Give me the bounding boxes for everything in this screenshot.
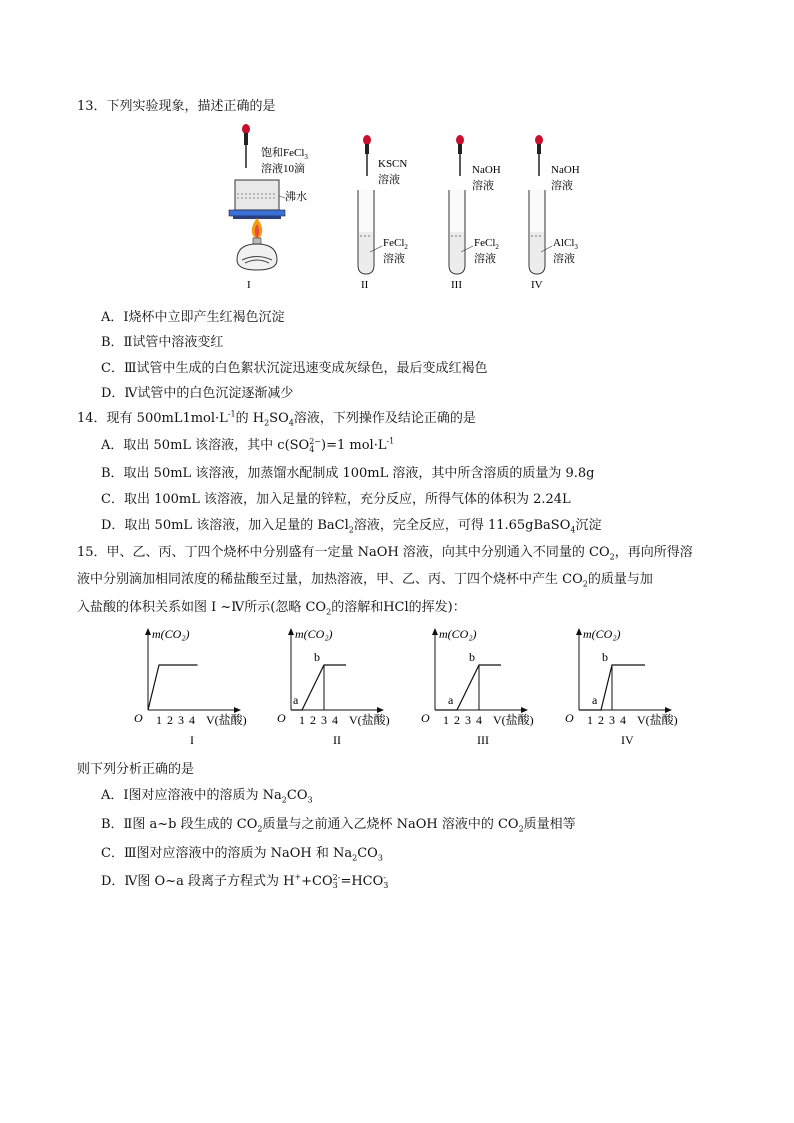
q14-option-d: D．取出 50mL 该溶液，加入足量的 BaCl$_2$溶液，完全反应，可得 11.65gBaSO$_4$沉淀 <box>101 518 602 535</box>
q15-stem-line2: 液中分别滴加相同浓度的稀盐酸至过量，加热溶液，甲、乙、丙、丁四个烧杯中产生 $CO_2$的质量与加 <box>77 572 653 589</box>
x-tick-label: 1 <box>299 713 305 727</box>
point-b-label: b <box>469 650 475 664</box>
q15-graphs <box>130 622 678 752</box>
y-axis-arrow-icon <box>145 628 151 635</box>
dropper-icon <box>456 135 464 176</box>
s4-sol: AlCl$_3$ <box>553 237 578 251</box>
q14-option-a: A．取出 50mL 该溶液，其中 c(SO 2− 4 )=1 $mol\cdot L^{-1}$ <box>101 436 395 454</box>
y-axis-arrow-icon <box>288 628 294 635</box>
point-a-label: a <box>592 693 598 707</box>
graph-roman-label: II <box>333 733 341 747</box>
q13-option-a: A．I烧杯中立即产生红褐色沉淀 <box>101 310 285 325</box>
test-tube-icon <box>529 190 545 274</box>
x-tick-label: 3 <box>321 713 327 727</box>
beaker-icon <box>235 180 279 210</box>
s4-drop-b: 溶液 <box>551 180 573 192</box>
origin-label: O <box>565 711 574 725</box>
x-axis-label: V(盐酸) <box>637 713 678 727</box>
wire-gauze-icon <box>229 210 285 219</box>
q15-then: 则下列分析正确的是 <box>77 762 195 777</box>
q13-option-d: D．Ⅳ试管中的白色沉淀逐渐减少 <box>101 386 294 401</box>
x-tick-label: 4 <box>476 713 482 727</box>
s1-water: 沸水 <box>285 191 307 203</box>
dropper-icon <box>535 135 543 176</box>
series-line <box>435 665 501 710</box>
point-a-label: a <box>293 693 299 707</box>
q15-option-d: D．Ⅳ图 O~a 段离子方程式为 H++CO 2- 3 =HCO - 3 <box>101 872 389 890</box>
x-tick-label: 4 <box>189 713 195 727</box>
graph-roman-label: III <box>477 733 489 747</box>
q15-option-a: A．Ⅰ图对应溶液中的溶质为 $Na_2CO_3$ <box>101 788 313 805</box>
q14-stem: 14．现有 $500mL1mol\cdot L^{-1}$的 $H_2SO_4$溶液，下列操作及结论正确的是 <box>77 409 476 428</box>
q15-option-b: B．Ⅱ图 a~b 段生成的 $CO_2$质量与之前通入乙烧杯 NaOH 溶液中的 $CO_2$质量相等 <box>101 817 576 834</box>
s3-roman: III <box>451 279 462 291</box>
s3-sol-b: 溶液 <box>474 253 496 265</box>
s3-drop-a: NaOH <box>472 164 501 176</box>
q14-option-b: B．取出 50mL 该溶液，加蒸馏水配制成 100mL 溶液，其中所含溶质的质量为 9.8g <box>101 466 595 481</box>
flame-icon <box>252 218 263 240</box>
y-axis-arrow-icon <box>576 628 582 635</box>
s2-drop-b: 溶液 <box>378 174 400 186</box>
graph-roman-label: IV <box>621 733 634 747</box>
point-a-label: a <box>448 693 454 707</box>
graph-roman-label: I <box>190 733 194 747</box>
point-b-label: b <box>314 650 320 664</box>
y-axis-label: m(CO₂) <box>152 627 190 641</box>
s2-sol: FeCl$_2$ <box>383 237 408 251</box>
q15-graphs-svg <box>130 622 678 752</box>
y-axis-arrow-icon <box>432 628 438 635</box>
series-line <box>291 665 346 710</box>
x-tick-label: 3 <box>178 713 184 727</box>
q15-option-c: C．Ⅲ图对应溶液中的溶质为 NaOH 和 $Na_2CO_3$ <box>101 846 383 863</box>
s4-drop-a: NaOH <box>551 164 580 176</box>
x-axis-label: V(盐酸) <box>349 713 390 727</box>
origin-label: O <box>277 711 286 725</box>
x-tick-label: 1 <box>587 713 593 727</box>
origin-label: O <box>421 711 430 725</box>
point-b-label: b <box>602 650 608 664</box>
s4-roman: IV <box>531 279 543 291</box>
s2-sol-b: 溶液 <box>383 253 405 265</box>
x-tick-label: 2 <box>454 713 460 727</box>
y-axis-label: m(CO₂) <box>439 627 477 641</box>
x-tick-label: 3 <box>609 713 615 727</box>
test-tube-icon <box>449 190 465 274</box>
x-tick-label: 2 <box>310 713 316 727</box>
x-tick-label: 4 <box>332 713 338 727</box>
x-tick-label: 1 <box>443 713 449 727</box>
x-tick-label: 3 <box>465 713 471 727</box>
q14-option-c: C．取出 100mL 该溶液，加入足量的锌粒，充分反应，所得气体的体积为 2.24L <box>101 492 571 507</box>
q15-stem-line1: 15．甲、乙、丙、丁四个烧杯中分别盛有一定量 NaOH 溶液，向其中分别通入不同量的 $CO_2$，再向所得溶 <box>77 545 693 562</box>
s4-sol-b: 溶液 <box>553 253 575 265</box>
s2-drop-a: KSCN <box>378 158 408 170</box>
x-tick-label: 2 <box>167 713 173 727</box>
x-axis-label: V(盐酸) <box>206 713 247 727</box>
dropper-icon <box>242 124 250 168</box>
x-tick-label: 4 <box>620 713 626 727</box>
y-axis-label: m(CO₂) <box>295 627 333 641</box>
q13-option-b: B．Ⅱ试管中溶液变红 <box>101 335 224 350</box>
x-tick-label: 2 <box>598 713 604 727</box>
s1-reagent-b: 溶液10滴 <box>261 163 305 175</box>
x-tick-label: 1 <box>156 713 162 727</box>
origin-label: O <box>134 711 143 725</box>
q15-stem-line3: 入盐酸的体积关系如图 I ~Ⅳ所示(忽略 $CO_2$的溶解和HCl的挥发)： <box>77 600 466 617</box>
y-axis-label: m(CO₂) <box>583 627 621 641</box>
test-tube-icon <box>358 190 374 274</box>
q13-option-c: C．Ⅲ试管中生成的白色絮状沉淀迅速变成灰绿色，最后变成红褐色 <box>101 361 488 376</box>
s3-drop-b: 溶液 <box>472 180 494 192</box>
s3-sol: FeCl$_2$ <box>474 237 499 251</box>
s1-reagent: 饱和FeCl$_3$ <box>261 147 308 161</box>
s1-roman: I <box>247 279 251 291</box>
series-line <box>148 665 198 710</box>
q13-stem: 13．下列实验现象，描述正确的是 <box>77 99 276 114</box>
q13-apparatus-svg <box>215 120 595 292</box>
s2-roman: II <box>361 279 369 291</box>
q13-figure <box>215 120 595 292</box>
dropper-icon <box>363 135 371 176</box>
alcohol-burner-icon <box>237 238 277 270</box>
x-axis-label: V(盐酸) <box>493 713 534 727</box>
